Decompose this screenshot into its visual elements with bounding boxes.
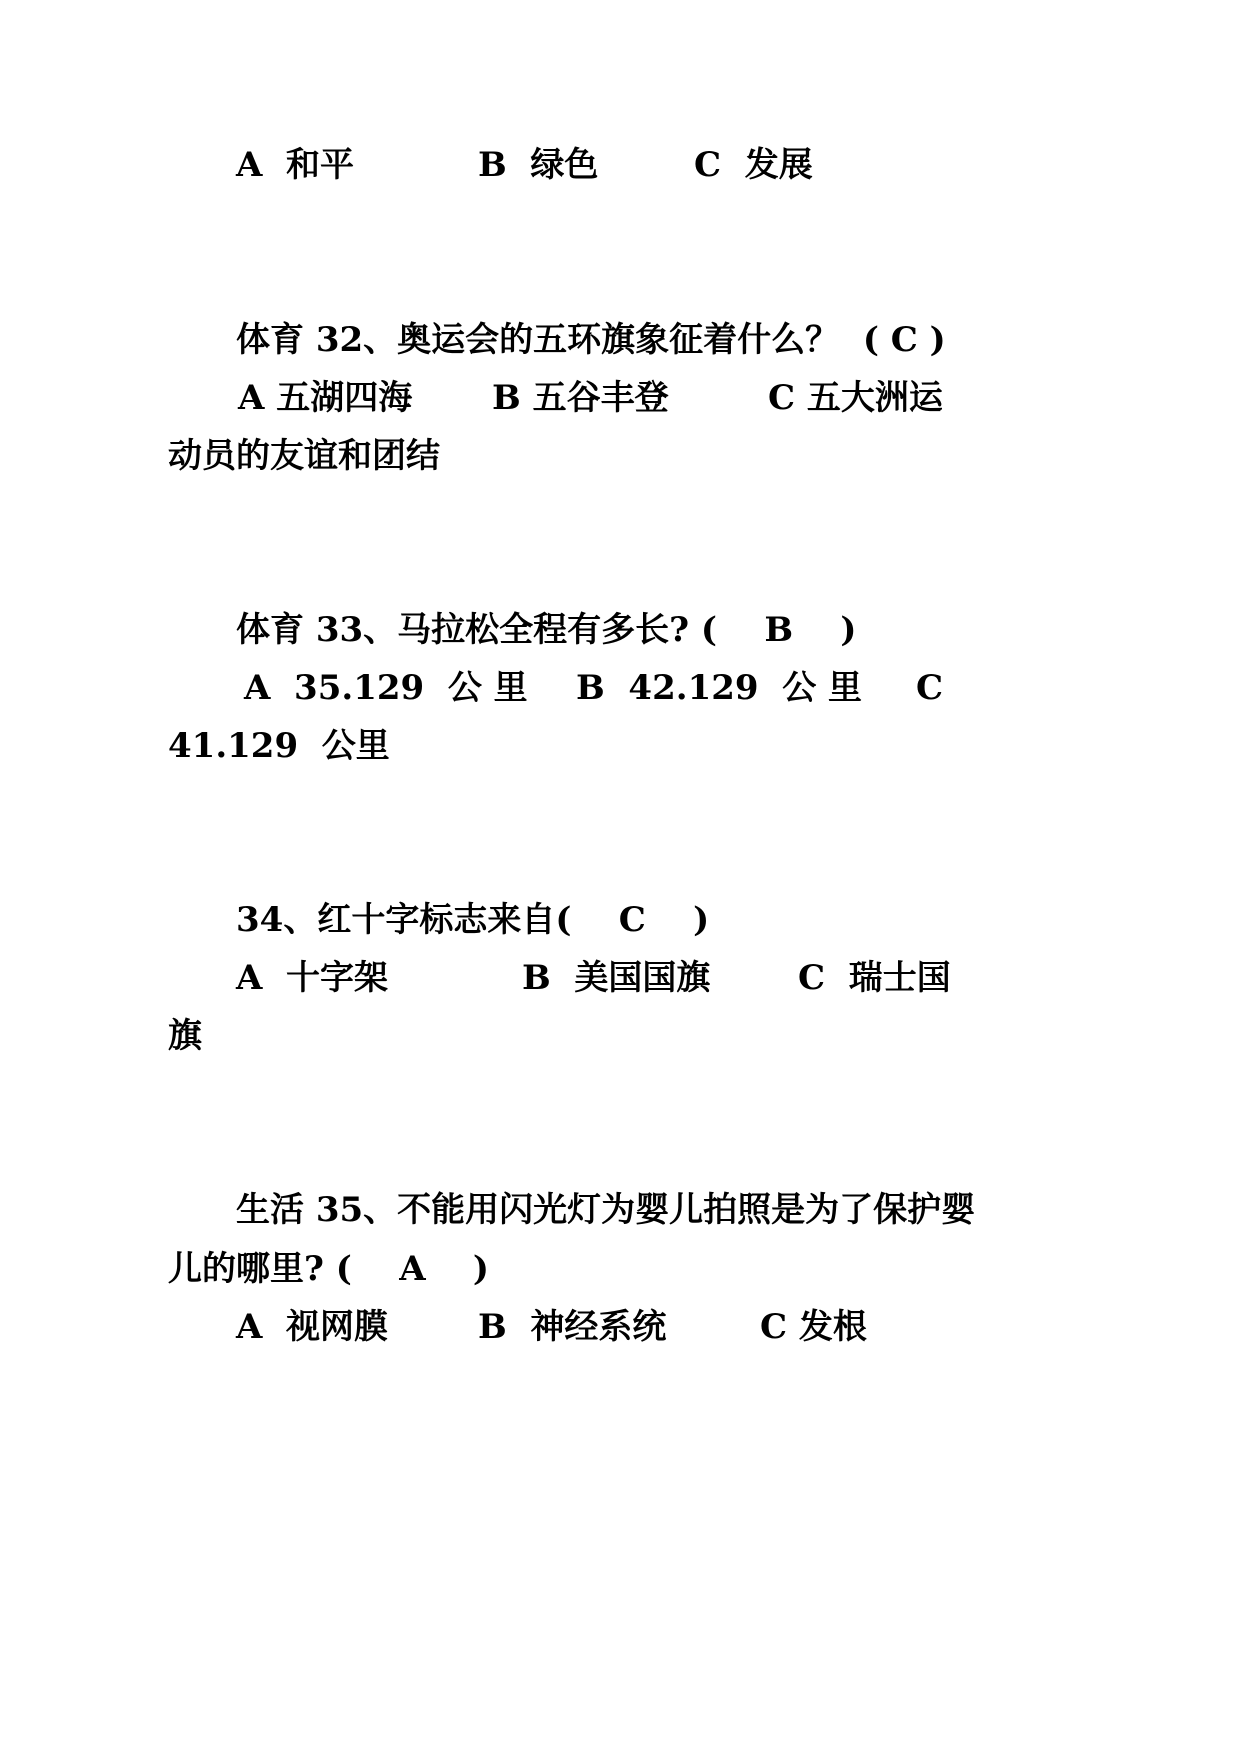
- q32-option-a: A 五湖四海: [238, 378, 413, 418]
- q35-option-a: A 视网膜: [236, 1307, 389, 1347]
- q31-option-a: A 和平: [236, 145, 355, 185]
- q35-question-line2: 儿的哪里? ( A ): [168, 1249, 490, 1289]
- q34-option-b: B 美国国旗: [522, 958, 711, 998]
- q34-option-a: A 十字架: [236, 958, 389, 998]
- q31-option-b: B 绿色: [478, 145, 599, 185]
- q32-option-c: C 五大洲运: [768, 378, 943, 418]
- q33-question: 体育 33、马拉松全程有多长? ( B ): [236, 610, 857, 650]
- q35-question-line1: 生活 35、不能用闪光灯为婴儿拍照是为了保护婴: [236, 1190, 976, 1230]
- q32-question: 体育 32、奥运会的五环旗象征着什么？ ( C ): [236, 320, 946, 360]
- q34-option-c: C 瑞士国: [798, 958, 951, 998]
- q32-option-c-continuation: 动员的友谊和团结: [168, 436, 440, 476]
- q33-option-b: B 42.129 公 里: [576, 668, 863, 708]
- q32-option-b: B 五谷丰登: [492, 378, 669, 418]
- q35-option-c: C 发根: [760, 1307, 867, 1347]
- q35-option-b: B 神经系统: [478, 1307, 667, 1347]
- q34-option-c-continuation: 旗: [168, 1016, 202, 1056]
- q33-option-a: A 35.129 公 里: [244, 668, 528, 708]
- q33-option-c: C: [916, 668, 944, 708]
- q31-option-c: C 发展: [694, 145, 813, 185]
- q34-question: 34、红十字标志来自( C ): [236, 900, 710, 940]
- q33-option-c-continuation: 41.129 公里: [168, 726, 390, 766]
